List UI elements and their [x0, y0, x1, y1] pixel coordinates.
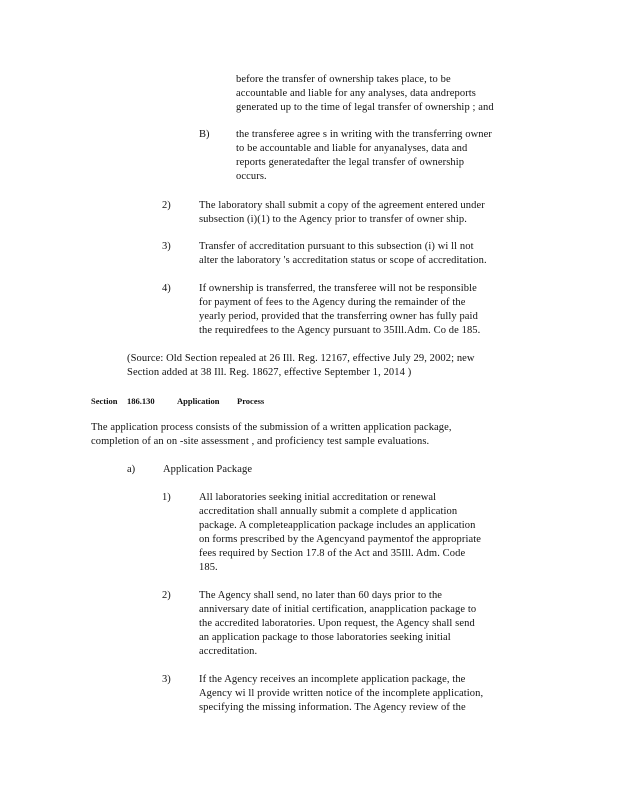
- continuation-line: before the transfer of ownership takes place, to be: [236, 74, 451, 85]
- item-2-line: subsection (i)(1) to the Agency prior to transfer of owner ship.: [199, 214, 467, 225]
- item-b-line: to be accountable and liable for anyanalyses, data and: [236, 143, 468, 154]
- a-item-1-line: on forms prescribed by the Agencyand paymentof the appropriate: [199, 534, 482, 545]
- item-4-line: the requiredfees to the Agency pursuant to 35Ill.Adm. Co de 185.: [199, 325, 481, 336]
- a-item-2-line: The Agency shall send, no later than 60 days prior to the: [199, 590, 443, 601]
- a-item-1-line: All laboratories seeking initial accreditation or renewal: [199, 492, 437, 503]
- item-4-line: for payment of fees to the Agency during the remainder of the: [199, 297, 466, 308]
- a-item-3-line: If the Agency receives an incomplete application package, the: [199, 674, 466, 685]
- item-b-marker: B): [199, 129, 210, 140]
- item-b-line: reports generatedafter the legal transfer of ownership: [236, 157, 465, 168]
- section-heading-title: Process: [237, 396, 265, 406]
- intro-line: The application process consists of the submission of a written application package,: [91, 422, 452, 433]
- subsection-a-marker: a): [127, 464, 136, 475]
- a-item-3-line: Agency wi ll provide written notice of the incomplete application,: [199, 688, 484, 699]
- item-4-line: yearly period, provided that the transferring owner has fully paid: [199, 311, 478, 322]
- continuation-line: generated up to the time of legal transfer of ownership ; and: [236, 102, 494, 113]
- a-item-2-line: an application package to those laboratories seeking initial: [199, 632, 451, 643]
- item-b-line: occurs.: [236, 171, 267, 182]
- item-3-line: alter the laboratory 's accreditation status or scope of accreditation.: [199, 255, 487, 266]
- continuation-line: accountable and liable for any analyses, data andreports: [236, 88, 476, 99]
- a-item-1-line: accreditation shall annually submit a complete d application: [199, 506, 458, 517]
- a-item-1-line: fees required by Section 17.8 of the Act and 35Ill. Adm. Code: [199, 548, 466, 559]
- a-item-2-marker: 2): [162, 590, 171, 601]
- item-4-marker: 4): [162, 283, 171, 294]
- item-3-marker: 3): [162, 241, 171, 252]
- a-item-3-line: specifying the missing information. The Agency review of the: [199, 702, 466, 713]
- intro-line: completion of an on -site assessment , and proficiency test sample evaluations.: [91, 436, 430, 447]
- section-heading-number: 186.130: [127, 396, 155, 406]
- item-b-line: the transferee agree s in writing with the transferring owner: [236, 129, 492, 140]
- item-4-line: If ownership is transferred, the transferee will not be responsible: [199, 283, 477, 294]
- item-3-line: Transfer of accreditation pursuant to this subsection (i) wi ll not: [199, 241, 474, 252]
- item-2-marker: 2): [162, 200, 171, 211]
- a-item-3-marker: 3): [162, 674, 171, 685]
- a-item-2-line: anniversary date of initial certification, anapplication package to: [199, 604, 477, 615]
- section-heading-label: Section: [91, 396, 118, 406]
- a-item-1-line: 185.: [199, 562, 218, 573]
- section-heading-title: Application: [177, 396, 220, 406]
- source-note-line: Section added at 38 Ill. Reg. 18627, effective September 1, 2014 ): [127, 367, 412, 378]
- source-note-line: (Source: Old Section repealed at 26 Ill. Reg. 12167, effective July 29, 2002; new: [127, 353, 475, 364]
- a-item-2-line: the accredited laboratories. Upon request, the Agency shall send: [199, 618, 475, 629]
- a-item-1-line: package. A completeapplication package includes an application: [199, 520, 476, 531]
- a-item-1-marker: 1): [162, 492, 171, 503]
- subsection-a-title: Application Package: [163, 464, 253, 475]
- item-2-line: The laboratory shall submit a copy of the agreement entered under: [199, 200, 485, 211]
- a-item-2-line: accreditation.: [199, 646, 258, 657]
